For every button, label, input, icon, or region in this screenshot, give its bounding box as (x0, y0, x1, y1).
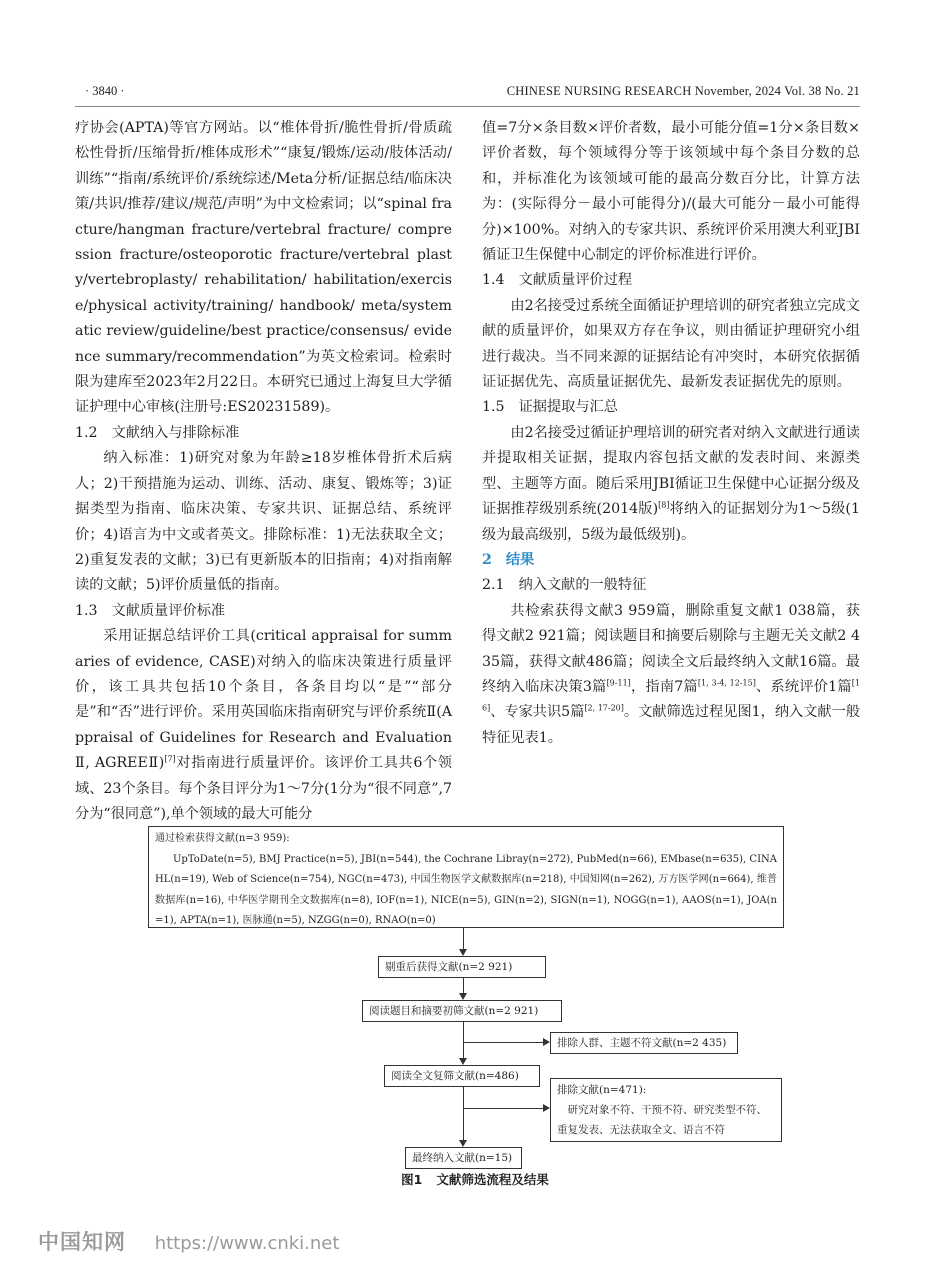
section-heading-1-5: 1.5 证据提取与汇总 (482, 399, 618, 416)
flow-box-exclude-full-text: 排除文献(n=471): 研究对象不符、干预不符、研究类型不符、重复发表、无法获取全文、语言不符 (550, 1078, 782, 1142)
paragraph-evidence-extraction: 由2名接受过循证护理培训的研究者对纳入文献进行通读并提取相关证据，提取内容包括文献的发表时间、来源类型、主题等方面。随后采用JBI循证卫生保健中心证据分级及证据推荐级别系统(2014版)[8]将纳入的证据划分为1～5级(1级为最高级别，5级为最低级别)。 (482, 424, 860, 543)
paragraph-general-characteristics: 共检索获得文献3 959篇，删除重复文献1 038篇，获得文献2 921篇；阅读题目和摘要后剔除与主题无关文献2 435篇，获得文献486篇；阅读全文后最终纳入文献16篇。最终纳入临床决策3篇[9-11]，指南7篇[1, 3-4, 12-15]、系统评价1篇[16]、专家共识5篇[2, 17-20]。文献筛选过程见图1，纳入文献一般特征见表1。 (482, 602, 861, 746)
section-heading-1-2: 1.2 文献纳入与排除标准 (75, 424, 240, 441)
paragraph-search-terms: 疗协会(APTA)等官方网站。以“椎体骨折/脆性骨折/骨质疏松性骨折/压缩骨折/椎体成形术”“康复/锻炼/运动/肢体活动/训练”“指南/系统评价/系统综述/Meta分析/证据总结/临床决策/共识/推荐/建议/规范/声明”为中文检索词；以“spinal fracture/hangman fracture/vertebral fracture/ compression fracture/osteoporotic fracture/vertebral plasty/vertebroplasty/ rehabilitation/ habilitation/exercise/physical activity/training/ handbook/ meta/systematic review/guideline/best practice/consensus/ evidence summary/recommendation”为英文检索词。检索时限为建库至2023年2月22日。本研究已通过上海复旦大学循证护理中心审核(注册号:ES20231589)。 (75, 120, 452, 416)
citation: [1, 3-4, 12-15] (697, 678, 756, 688)
right-column (482, 116, 860, 751)
cnki-logo: 中国知网 (38, 1230, 126, 1254)
flow-box-full-text: 阅读全文复筛文献(n=486) (384, 1065, 540, 1087)
flow-box-title-abstract: 阅读题目和摘要初筛文献(n=2 921) (362, 1000, 562, 1022)
page-header (75, 82, 860, 107)
citation: [16] (482, 678, 861, 713)
journal-info: CHINESE NURSING RESEARCH November, 2024 Vol. 38 No. 21 (506, 84, 860, 98)
paragraph-quality-criteria: 采用证据总结评价工具(critical appraisal for summaries of evidence, CASE)对纳入的临床决策进行质量评价，该工具共包括10个条目，各条目均以“是”“部分是”和“否”进行评价。采用英国临床指南研究与评价系统Ⅱ(Appraisal of Guidelines for Research and Evaluation Ⅱ, AGREEⅡ)[7]对指南进行质量评价。该评价工具共6个领域、23个条目。每个条目评分为1～7分(1分为“很不同意”,7分为“很同意”),单个领域的最大可能分 (75, 628, 452, 822)
citation: [8] (658, 500, 670, 510)
section-heading-2: 2 结果 (482, 551, 535, 568)
flow-box-dedup: 剔重后获得文献(n=2 921) (378, 956, 546, 978)
flow-box-search: 通过检索获得文献(n=3 959): UpToDate(n=5), BMJ Practice(n=5), JBI(n=544), the Cochrane Libray(n=272), PubMed(n=66), EMbase(n=635), CINAHL(n=19), Web of Science(n=754), NGC(n=473), 中国生物医学文献数据库(n=218), 中国知网(n=262), 万方医学网(n=664), 维普数据库(n=16), 中华医学期刊全文数据库(n=8), IOF(n=1), NICE(n=5), GIN(n=2), SIGN(n=1), NOGG(n=1), AAOS(n=1), JOA(n=1), APTA(n=1), 医脉通(n=5), NZGG(n=0), RNAO(n=0) (148, 826, 784, 928)
left-column (75, 116, 452, 827)
section-heading-1-4: 1.4 文献质量评价过程 (482, 272, 633, 289)
section-heading-2-1: 2.1 纳入文献的一般特征 (482, 577, 647, 594)
section-heading-1-3: 1.3 文献质量评价标准 (75, 602, 226, 619)
paragraph-inclusion-criteria: 纳入标准：1)研究对象为年龄≥18岁椎体骨折术后病人；2)干预措施为运动、训练、活动、康复、锻炼等；3)证据类型为指南、临床决策、专家共识、证据总结、系统评价；4)语言为中文或者英文。排除标准：1)无法获取全文；2)重复发表的文献；3)已有更新版本的旧指南；4)对指南解读的文献；5)评价质量低的指南。 (75, 450, 452, 594)
flow-box-exclude-population: 排除人群、主题不符文献(n=2 435) (550, 1032, 738, 1054)
paragraph-scoring: 值=7分×条目数×评价者数，最小可能分值=1分×条目数×评价者数，每个领域得分等于该领域中每个条目分数的总和，并标准化为该领域可能的最高分数百分比，计算方法为：(实际得分－最小可能得分)/(最大可能分－最小可能得分)×100%。对纳入的专家共识、系统评价采用澳大利亚JBI循证卫生保健中心制定的评价标准进行评价。 (482, 120, 860, 264)
citation: [9-11] (606, 678, 631, 688)
cnki-url[interactable]: https://www.cnki.net (154, 1233, 340, 1254)
cnki-watermark (38, 1226, 339, 1256)
citation: [7] (164, 754, 176, 764)
citation: [2, 17-20] (584, 703, 624, 713)
page-number: · 3840 · (85, 84, 125, 98)
flow-box-final: 最终纳入文献(n=15) (405, 1147, 522, 1169)
paragraph-quality-process: 由2名接受过系统全面循证护理培训的研究者独立完成文献的质量评价，如果双方存在争议，则由循证护理研究小组进行裁决。当不同来源的证据结论有冲突时，本研究依据循证证据优先、高质量证据优先、最新发表证据优先的原则。 (482, 297, 860, 391)
figure-caption: 图1 文献筛选流程及结果 (401, 1172, 549, 1187)
